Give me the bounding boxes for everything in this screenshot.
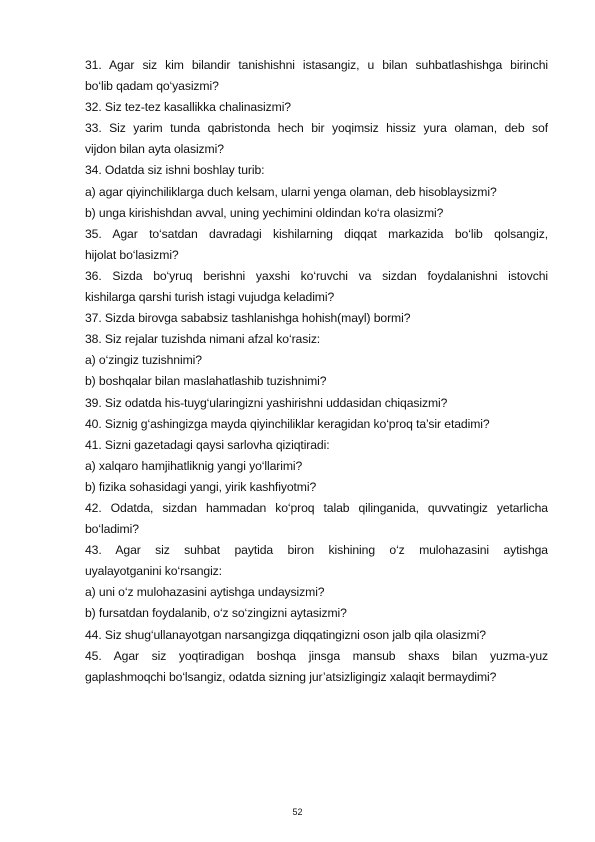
text-line: b) fizika sohasidagi yangi, yirik kashfiyotmi?	[85, 479, 317, 494]
text-line: vijdon bilan ayta olasizmi?	[85, 142, 224, 157]
text-line: hijolat bo‘lasizmi?	[85, 247, 179, 262]
text-line: 32. Siz tez-tez kasallikka chalinasizmi?	[85, 100, 291, 115]
text-line: b) fursatdan foydalanib, o‘z so‘zingizni aytasizmi?	[85, 606, 347, 621]
text-line: kishilarga qarshi turish istagi vujudga keladimi?	[85, 290, 335, 305]
text-line: 36. Sizda bo‘yruq berishni yaxshi ko‘ruvchi va sizdan foydalanishni istovchi	[85, 268, 548, 283]
text-line: 44. Siz shug‘ullanayotgan narsangizga diqqatingizni oson jalb qila olasizmi?	[85, 627, 486, 642]
text-line: a) xalqaro hamjihatliknig yangi yo‘llarimi?	[85, 458, 303, 473]
text-line: 35. Agar to‘satdan davradagi kishilarning diqqat markazida bo‘lib qolsangiz,	[85, 226, 548, 241]
text-line: a) o‘zingiz tuzishnimi?	[85, 353, 202, 368]
text-line: 40. Siznig g‘ashingizga mayda qiyinchiliklar keragidan ko‘proq ta’sir etadimi?	[85, 416, 490, 431]
questionnaire-text	[85, 55, 548, 688]
text-line: a) agar qiyinchiliklarga duch kelsam, ularni yenga olaman, deb hisoblaysizmi?	[85, 184, 497, 199]
text-line: bo‘ladimi?	[85, 522, 139, 537]
text-line: 39. Siz odatda his-tuyg‘ularingizni yashirishni uddasidan chiqasizmi?	[85, 395, 448, 410]
text-line: gaplashmoqchi bo‘lsangiz, odatda sizning jur’atsizligingiz xalaqit bermaydimi?	[85, 669, 497, 684]
text-line: 34. Odatda siz ishni boshlay turib:	[85, 163, 265, 178]
text-line: uyalayotganini ko‘rsangiz:	[85, 564, 222, 579]
text-line: b) boshqalar bilan maslahatlashib tuzishnimi?	[85, 374, 327, 389]
text-line: a) uni o‘z mulohazasini aytishga undaysizmi?	[85, 585, 325, 600]
text-line: 33. Siz yarim tunda qabristonda hech bir yoqimsiz hissiz yura olaman, deb sof	[85, 121, 548, 136]
text-line: 37. Sizda birovga sababsiz tashlanishga hohish(mayl) bormi?	[85, 311, 411, 326]
text-line: 45. Agar siz yoqtiradigan boshqa jinsga mansub shaxs bilan yuzma-yuz	[85, 648, 548, 663]
text-line: bo‘lib qadam qo‘yasizmi?	[85, 79, 219, 94]
text-line: 41. Sizni gazetadagi qaysi sarlovha qiziqtiradi:	[85, 437, 330, 452]
page-number: 52	[292, 807, 303, 817]
text-line: 31. Agar siz kim bilandir tanishishni istasangiz, u bilan suhbatlashishga birinchi	[85, 58, 548, 72]
text-line: 43. Agar siz suhbat paytida biron kishining o‘z mulohazasini aytishga	[85, 543, 548, 558]
text-line: b) unga kirishishdan avval, uning yechimini oldindan ko‘ra olasizmi?	[85, 205, 444, 220]
text-line: 42. Odatda, sizdan hammadan ko‘proq talab qilinganida, quvvatingiz yetarlicha	[85, 500, 548, 515]
text-line: 38. Siz rejalar tuzishda nimani afzal ko‘rasiz:	[85, 332, 321, 347]
